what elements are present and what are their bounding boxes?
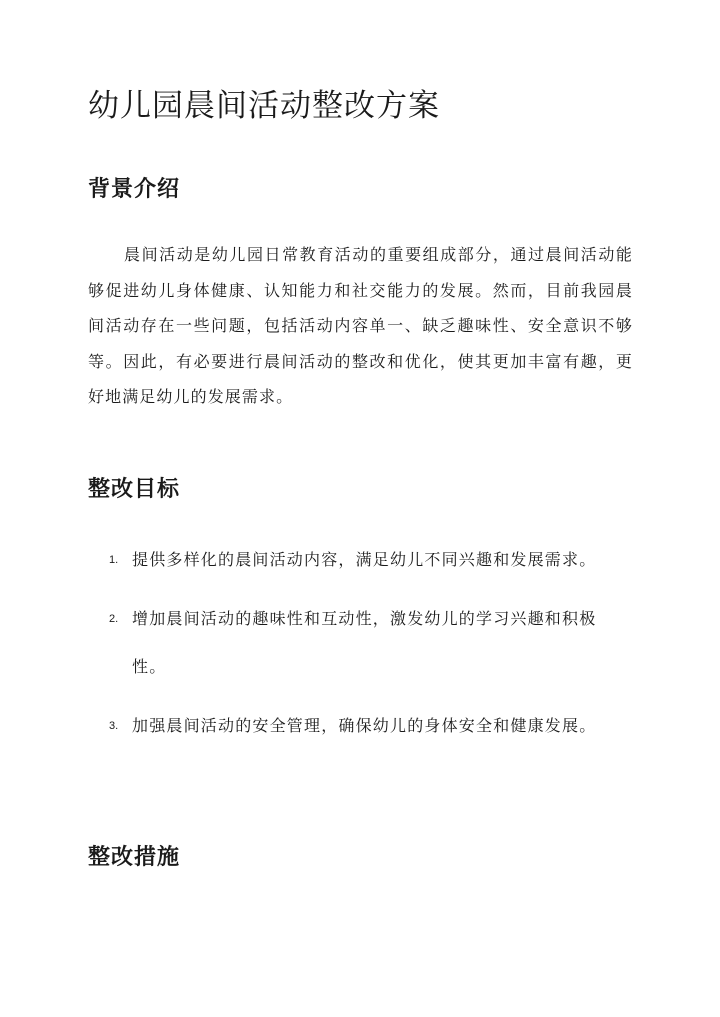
section-heading-goals: 整改目标 [88,476,181,502]
section-heading-background: 背景介绍 [88,176,181,202]
goal-text-1: 提供多样化的晨间活动内容，满足幼儿不同兴趣和发展需求。 [132,550,597,569]
background-paragraph: 晨间活动是幼儿园日常教育活动的重要组成部分，通过晨间活动能够促进幼儿身体健康、认知能力和社交能力的发展。然而，目前我园晨间活动存在一些问题，包括活动内容单一、缺乏趣味性、安全意识不够等。因此，有必要进行晨间活动的整改和优化，使其更加丰富有趣，更好地满足幼儿的发展需求。 [88,245,633,406]
goal-number-3: 3. [109,720,119,732]
goal-item-2 [88,595,628,691]
goal-text-3: 加强晨间活动的安全管理，确保幼儿的身体安全和健康发展。 [132,716,597,735]
document-title: 幼儿园晨间活动整改方案 [88,88,440,124]
goal-number-2: 2. [109,613,119,625]
goal-item-3 [88,702,628,750]
goal-text-2: 增加晨间活动的趣味性和互动性，激发幼儿的学习兴趣和积极性。 [132,609,597,676]
goals-list [88,536,628,761]
section-heading-measures: 整改措施 [88,844,181,870]
goal-number-1: 1. [109,554,119,566]
goal-item-1 [88,536,628,584]
